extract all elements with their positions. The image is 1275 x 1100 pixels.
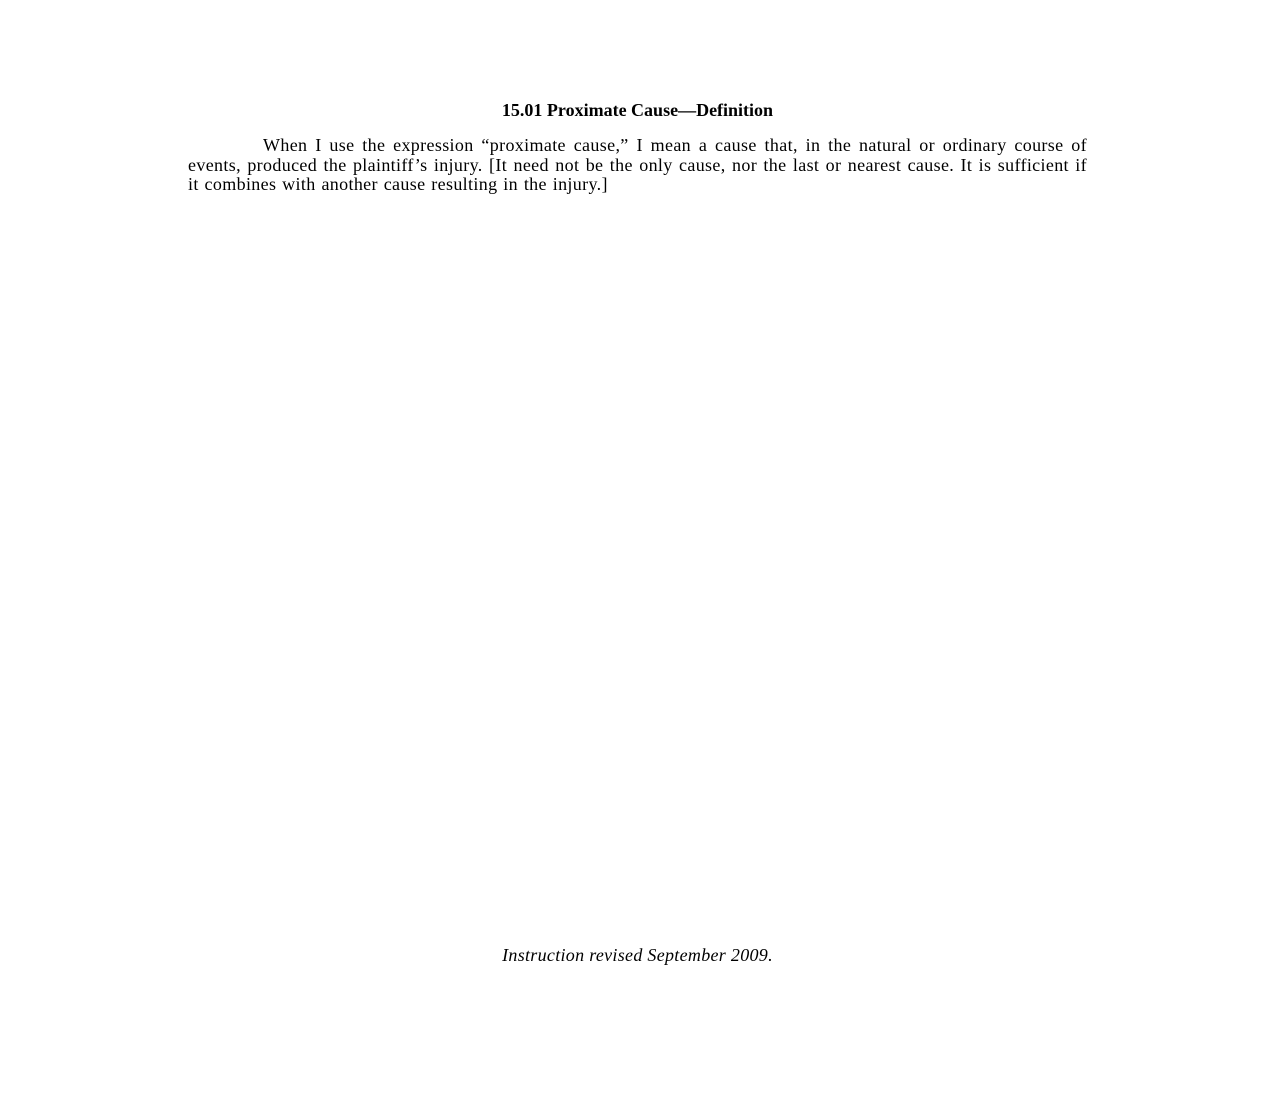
revision-note: Instruction revised September 2009. xyxy=(502,945,773,965)
instruction-paragraph: When I use the expression “proximate cause,” I mean a cause that, in the natural or ordinary course of events, produced the plaintiff’s injury. [It need not be the only cause, nor the last or nearest cause. It is sufficient if it combines with another cause resulting in the injury.] xyxy=(188,135,1087,194)
instruction-title: 15.01 Proximate Cause—Definition xyxy=(501,100,774,120)
